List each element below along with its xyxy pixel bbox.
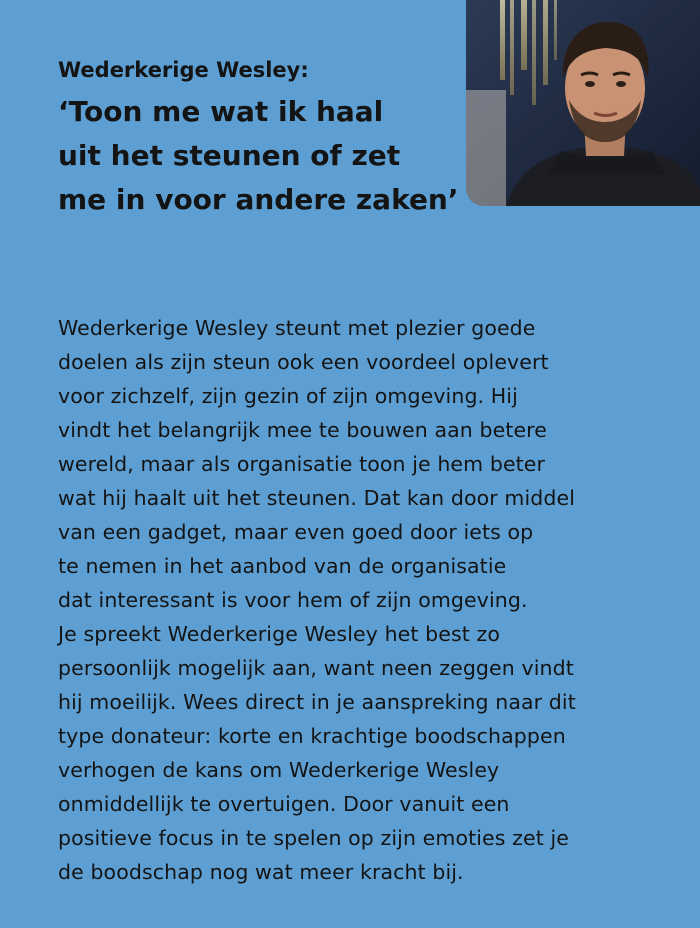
body-line: vindt het belangrijk mee te bouwen aan betere [58, 418, 547, 442]
quote-line: me in voor andere zaken’ [58, 183, 459, 216]
body-line: persoonlijk mogelijk aan, want neen zeggen vindt [58, 656, 574, 680]
body-line: van een gadget, maar even goed door iets op [58, 520, 534, 544]
body-line: verhogen de kans om Wederkerige Wesley [58, 758, 500, 782]
persona-quote [58, 90, 478, 222]
body-line: type donateur: korte en krachtige boodschappen [58, 724, 566, 748]
body-text [58, 311, 576, 889]
body-line: voor zichzelf, zijn gezin of zijn omgeving. Hij [58, 384, 518, 408]
body-line: Je spreekt Wederkerige Wesley het best zo [58, 622, 500, 646]
portrait-photo-icon [466, 0, 700, 206]
body-line: onmiddellijk te overtuigen. Door vanuit een [58, 792, 510, 816]
persona-name: Wederkerige Wesley: [58, 58, 309, 82]
body-line: wat hij haalt uit het steunen. Dat kan door middel [58, 486, 576, 510]
quote-line: uit het steunen of zet [58, 139, 401, 172]
body-line: hij moeilijk. Wees direct in je aanspreking naar dit [58, 690, 576, 714]
body-line: Wederkerige Wesley steunt met plezier goede [58, 316, 536, 340]
quote-line: ‘Toon me wat ik haal [58, 95, 384, 128]
body-line: doelen als zijn steun ook een voordeel oplevert [58, 350, 549, 374]
body-line: te nemen in het aanbod van de organisatie [58, 554, 507, 578]
body-line: de boodschap nog wat meer kracht bij. [58, 860, 464, 884]
body-line: positieve focus in te spelen op zijn emoties zet je [58, 826, 569, 850]
body-line: dat interessant is voor hem of zijn omgeving. [58, 588, 528, 612]
body-line: wereld, maar als organisatie toon je hem beter [58, 452, 546, 476]
portrait-photo [466, 0, 700, 206]
